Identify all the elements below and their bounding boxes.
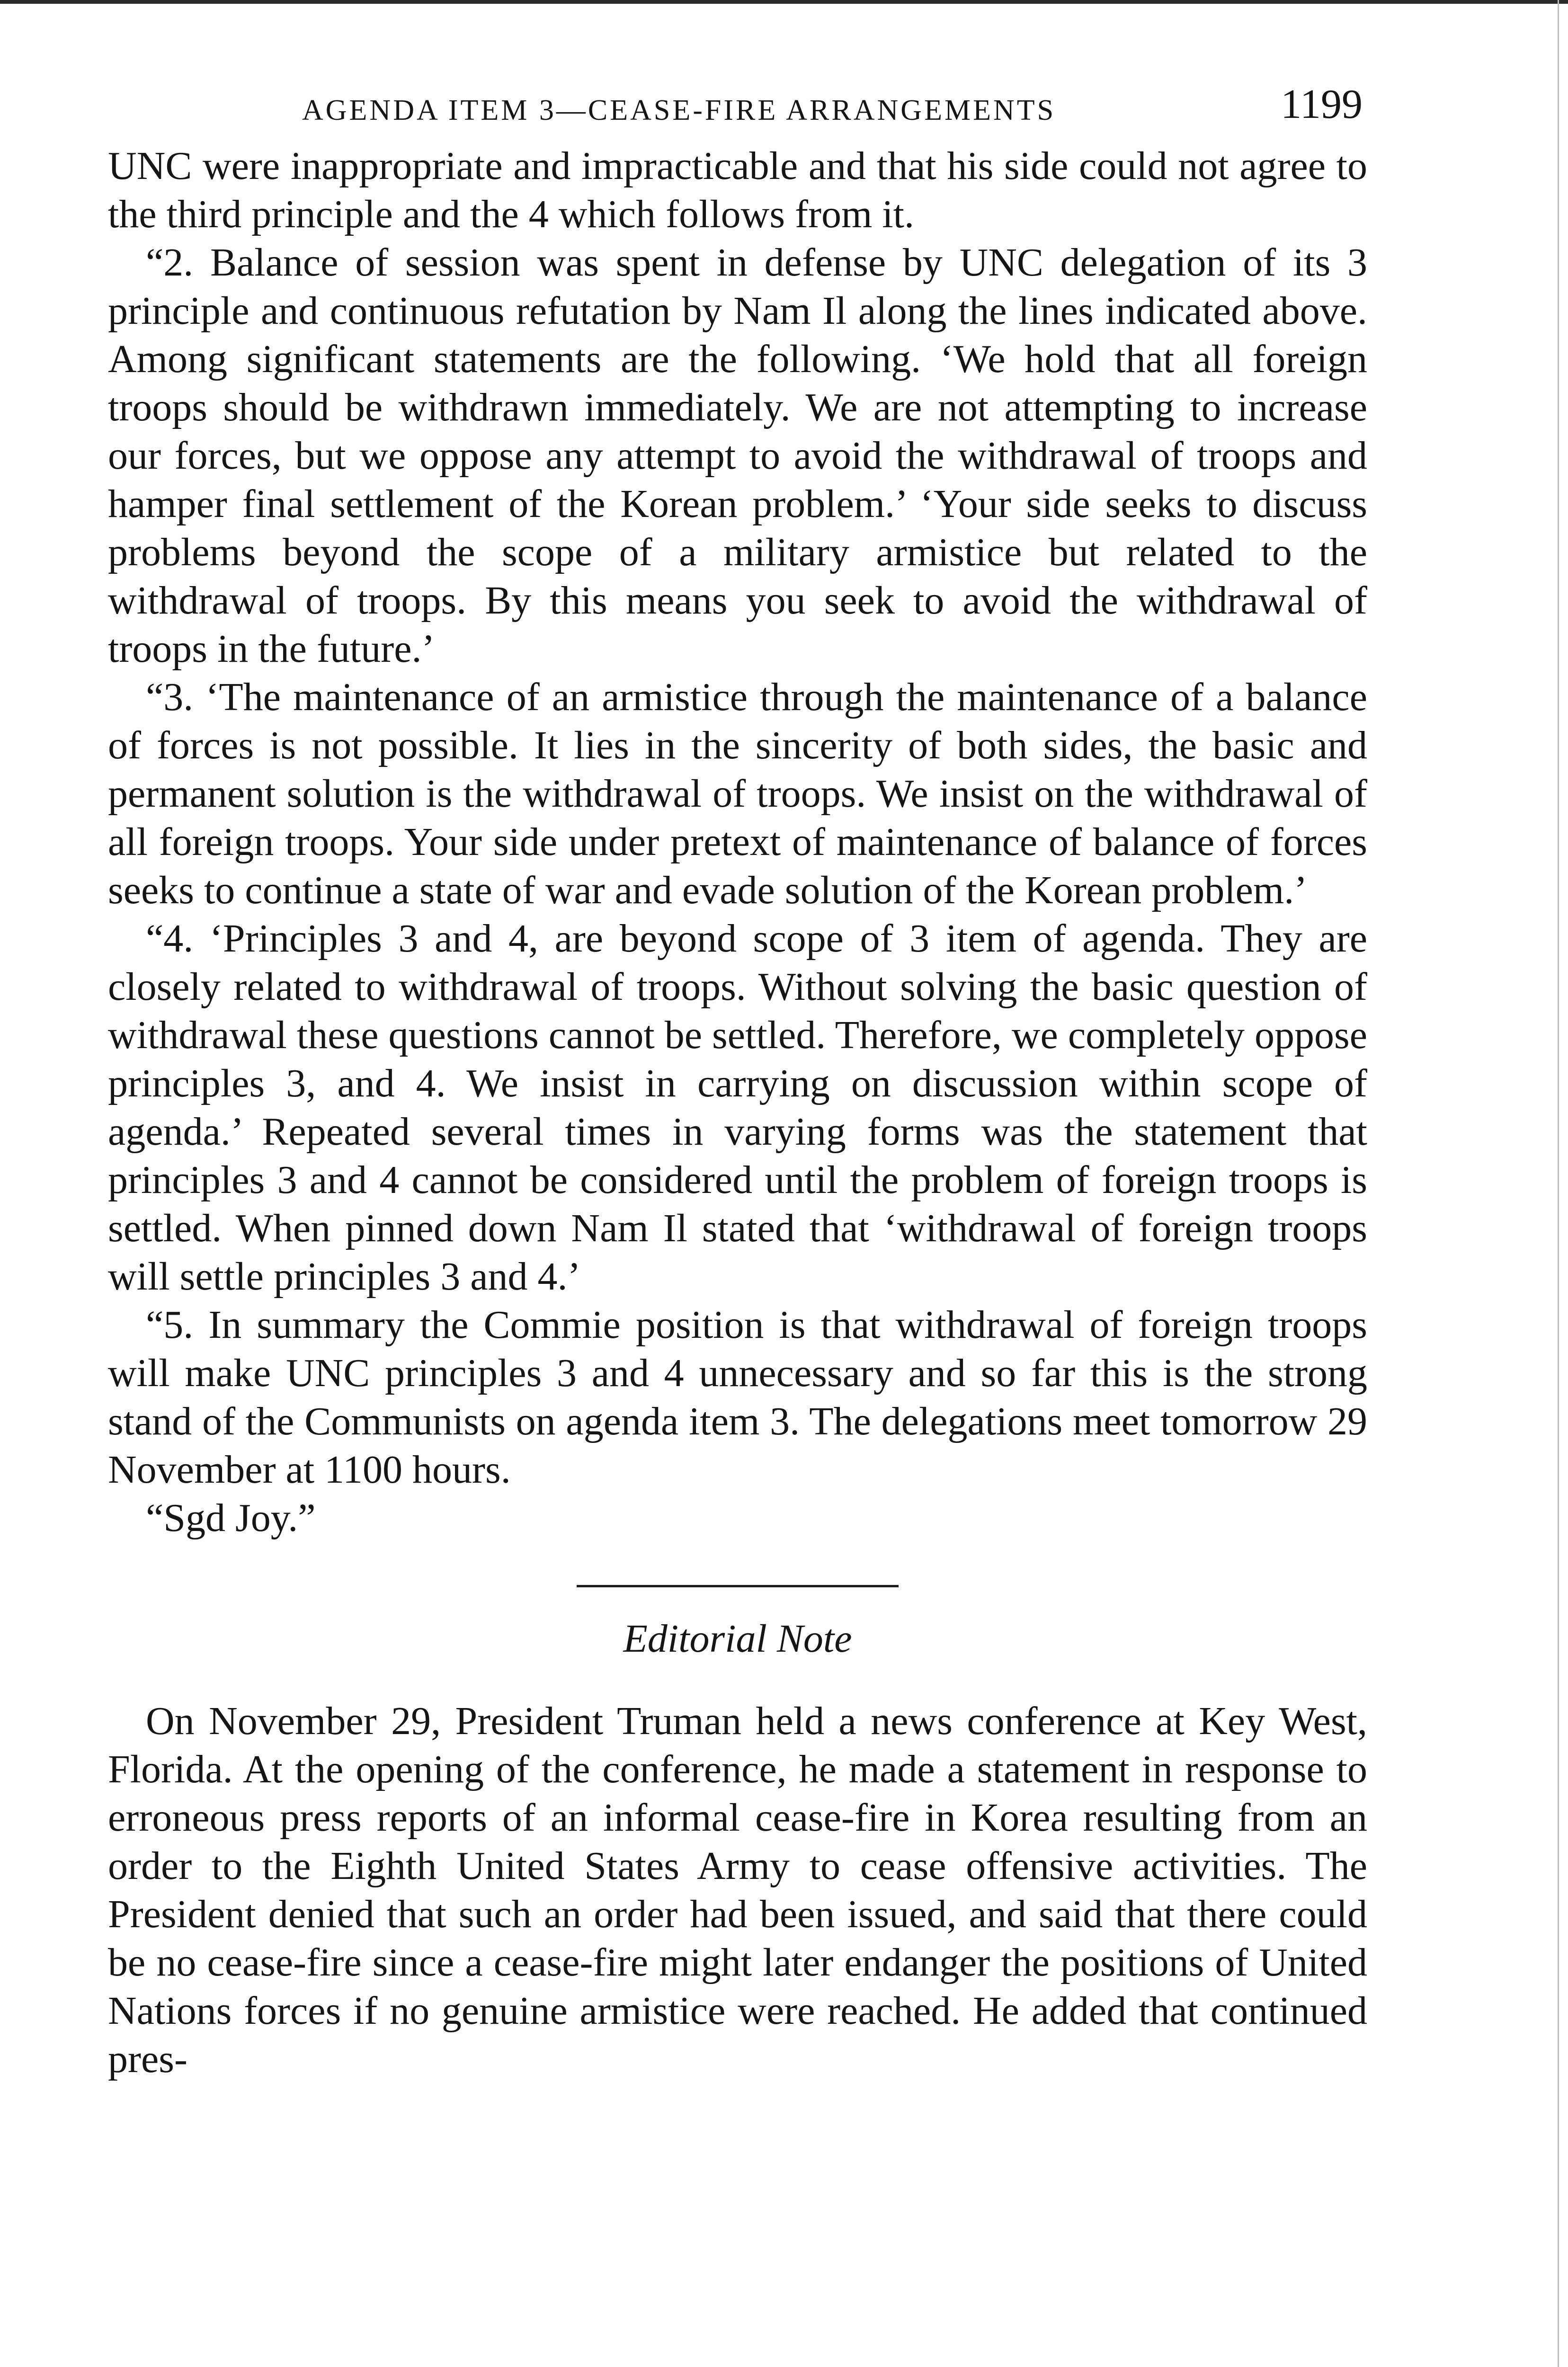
paragraph-5: “5. In summary the Commie position is that withdrawal of foreign troops will make UNC principles 3 and 4 unnecessary and so far this is the strong stand of the Communists on agenda item 3. The delegations meet tomorrow 29 November at 1100 hours. (108, 1303, 1367, 1492)
paragraph-4: “4. ‘Principles 3 and 4, are beyond scope of 3 item of agenda. They are closely related to withdrawal of troops. Without solving the basic question of withdrawal these questions cannot be settled. Therefore, we completely oppose principles 3, and 4. We insist in carrying on discussion within scope of agenda.’ Repeated several times in varying forms was the statement that principles 3 and 4 cannot be considered until the problem of foreign troops is settled. When pinned down Nam Il stated that ‘withdrawal of foreign troops will settle principles 3 and 4.’ (108, 917, 1367, 1299)
document-page (108, 71, 1367, 2083)
editorial-note-title: Editorial Note (623, 1617, 852, 1661)
paragraph-3: “3. ‘The maintenance of an armistice through the maintenance of a balance of forces is not possible. It lies in the sincerity of both sides, the basic and permanent solution is the withdrawal of troops. We insist on the withdrawal of all foreign troops. Your side under pretext of maintenance of balance of forces seeks to continue a state of war and evade solution of the Korean problem.’ (108, 675, 1367, 912)
paragraph-continuation: UNC were inappropriate and impracticable and that his side could not agree to the third principle and the 4 which follows from it. (108, 144, 1367, 236)
page-edge-shadow (1558, 0, 1559, 2367)
running-header (108, 71, 1367, 142)
paragraph-2: “2. Balance of session was spent in defense by UNC delegation of its 3 principle and continuous refutation by Nam Il along the lines indicated above. Among significant statements are the following. ‘We hold that all foreign troops should be withdrawn immediately. We are not attempting to increase our forces, but we oppose any attempt to avoid the withdrawal of troops and hamper final settlement of the Korean problem.’ ‘Your side seeks to discuss problems beyond the scope of a military armistice but related to the withdrawal of troops. By this means you seek to avoid the withdrawal of troops in the future.’ (108, 240, 1367, 671)
top-border-rule (0, 0, 1568, 4)
telegram-text (108, 142, 1367, 1542)
page-number: 1199 (1281, 81, 1363, 127)
editorial-note-body (108, 1697, 1367, 2083)
section-divider (577, 1585, 899, 1587)
signature: “Sgd Joy.” (146, 1496, 316, 1540)
editorial-note-paragraph: On November 29, President Truman held a news conference at Key West, Florida. At the opening of the conference, he made a statement in response to erroneous press reports of an informal cease-fire in Korea resulting from an order to the Eighth United States Army to cease offensive activities. The President denied that such an order had been issued, and said that there could be no cease-fire since a cease-fire might later endanger the positions of United Nations forces if no genuine armistice were reached. He added that continued pres- (108, 1699, 1367, 2081)
running-title: AGENDA ITEM 3—CEASE-FIRE ARRANGEMENTS (302, 94, 1056, 126)
